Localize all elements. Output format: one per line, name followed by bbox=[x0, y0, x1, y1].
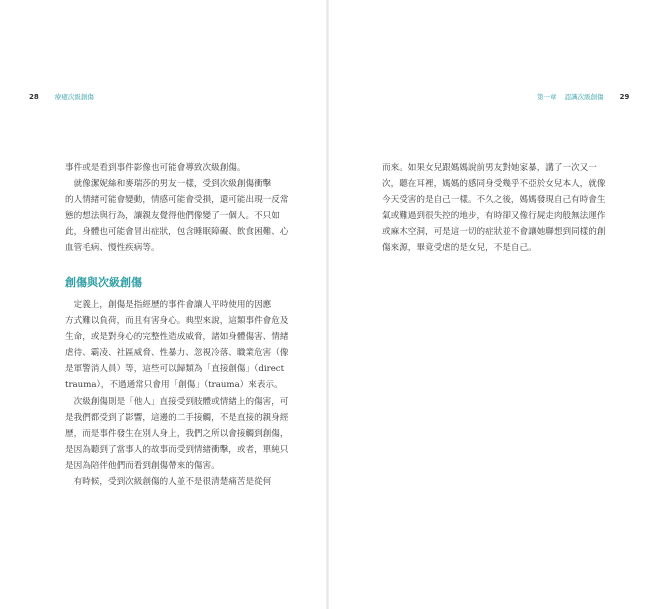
text-line: 方式難以負荷，而且有害身心。典型來說，這類事件會危及 bbox=[65, 316, 289, 327]
text-line: 事件或是看到事件影像也可能會導致次級創傷。 bbox=[65, 163, 246, 173]
left-running-title: 療癒次級創傷 bbox=[54, 93, 94, 101]
text-line: 而來。如果女兒跟媽媽說前男友對她家暴，講了一次又一 bbox=[382, 163, 597, 173]
text-line: 定義上，創傷是指經歷的事件會讓人平時使用的因應 bbox=[65, 300, 272, 310]
text-line: 是因為陪伴他們而看到創傷帶來的傷害。 bbox=[65, 460, 220, 471]
text-line: 是我們都受到了影響，這邊的二手接觸，不是直接的親身經 bbox=[65, 412, 289, 423]
text-line: 次，聽在耳裡，媽媽的感同身受幾乎不亞於女兒本人，就像 bbox=[382, 179, 606, 190]
chapter-title: 認識次級創傷 bbox=[564, 93, 604, 101]
text-line: 態的想法與行為，讓親友覺得他們像變了一個人。不只如 bbox=[65, 211, 280, 222]
text-line: 氣或難過到很失控的地步，有時卻又像行屍走肉般無法運作 bbox=[382, 211, 606, 222]
left-paragraph-block-2 bbox=[65, 297, 288, 490]
text-line: 是因為聽到了當事人的故事而受到情緒衝擊，或者，單純只 bbox=[65, 444, 289, 455]
right-page-number: 29 bbox=[619, 93, 630, 101]
text-line: 今天受害的是自己一樣。不久之後，媽媽發現自己有時會生 bbox=[382, 195, 606, 206]
text-line: 就像潔妮絲和麥瑞莎的男友一樣，受到次級創傷衝擊 bbox=[65, 179, 272, 190]
text-line: 虐待、霸凌、社區威脅、性暴力、忽視冷落、職業危害（像 bbox=[65, 348, 289, 359]
text-line: 的人情緒可能會變動，情感可能會受損，還可能出現一反常 bbox=[65, 195, 289, 206]
left-page-number: 28 bbox=[29, 93, 39, 101]
left-page bbox=[0, 0, 327, 609]
text-line: 歷，而是事件發生在別人身上，我們之所以會接觸到創傷， bbox=[65, 428, 289, 439]
right-paragraph-block-1 bbox=[382, 160, 605, 257]
left-page-header bbox=[29, 93, 94, 102]
text-line: 次級創傷則是「他人」直接受到肢體或情緒上的傷害，可 bbox=[65, 396, 289, 407]
section-heading: 創傷與次級創傷 bbox=[65, 276, 142, 289]
right-page bbox=[328, 0, 655, 609]
text-line: 有時候，受到次級創傷的人並不是很清楚痛苦是從何 bbox=[65, 477, 272, 488]
text-line: 是軍警消人員）等，這些可以歸類為「直接創傷」（direct bbox=[65, 364, 285, 375]
chapter-label: 第一章 bbox=[537, 93, 557, 101]
text-line: trauma），不過通常只會用「創傷」（trauma）來表示。 bbox=[65, 380, 283, 391]
text-line: 此，身體也可能會冒出症狀，包含睡眠障礙、飲食困難、心 bbox=[65, 227, 289, 238]
text-line: 血管毛病、慢性疾病等。 bbox=[65, 243, 160, 254]
right-page-header bbox=[537, 93, 629, 102]
left-paragraph-block-1 bbox=[65, 160, 288, 257]
text-line: 或麻木空洞，可是這一切的症狀並不會讓她聯想到同樣的創 bbox=[382, 227, 606, 238]
text-line: 生命，或是對身心的完整性造成威脅，諸如身體傷害、情緒 bbox=[65, 332, 289, 343]
text-line: 傷來源，畢竟受虐的是女兒，不是自己。 bbox=[382, 243, 537, 254]
